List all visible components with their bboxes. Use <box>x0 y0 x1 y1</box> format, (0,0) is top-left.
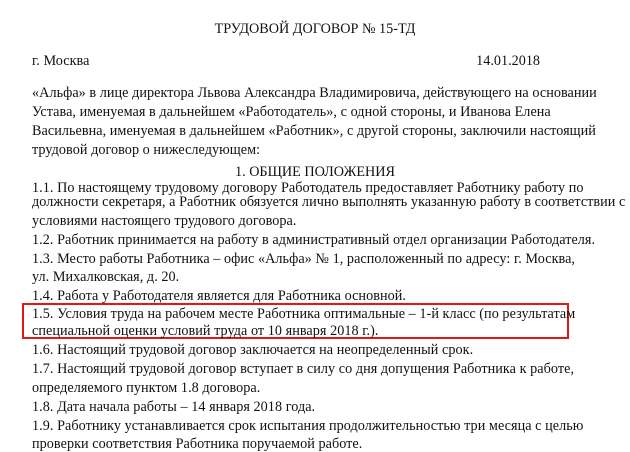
clause-line: 1.3. Место работы Работника – офис «Альфа» № 1, расположенный по адресу: г. Москва, <box>32 251 576 267</box>
clause-line: 1.7. Настоящий трудовой договор вступает в силу со дня допущения Работника к работе, <box>32 361 575 377</box>
clause-line: 1.6. Настоящий трудовой договор заключается на неопределенный срок. <box>32 342 474 358</box>
preamble-line: «Альфа» в лице директора Львова Александра Владимировича, действующего на основании <box>32 85 597 101</box>
clause-line: должности секретаря, а Работник обязуется лично выполнять указанную работу в соответствии с <box>32 194 626 210</box>
city-label: г. Москва <box>32 53 90 69</box>
clause-line: 1.1. По настоящему трудовому договору Работодатель предоставляет Работнику работу по <box>32 180 584 196</box>
clause-line-highlighted: 1.4. Работа у Работодателя является для Работника основной. <box>32 288 406 304</box>
contract-date: 14.01.2018 <box>476 53 540 69</box>
clause-line: проверки соответствия Работника поручаемой работе. <box>32 436 363 452</box>
clause-line: условиями настоящего трудового договора. <box>32 213 297 229</box>
clause-line: специальной оценки условий труда от 10 января 2018 г.). <box>32 323 379 339</box>
document-title: ТРУДОВОЙ ДОГОВОР № 15-ТД <box>214 21 416 37</box>
clause-line: 1.8. Дата начала работы – 14 января 2018 года. <box>32 399 316 415</box>
section-heading: 1. ОБЩИЕ ПОЛОЖЕНИЯ <box>235 164 395 180</box>
clause-line: 1.5. Условия труда на рабочем месте Работника оптимальные – 1-й класс (по результатам <box>32 306 576 322</box>
clause-line: 1.9. Работнику устанавливается срок испытания продолжительностью три месяца с целью <box>32 418 584 434</box>
preamble-line: Устава, именуемая в дальнейшем «Работодатель», с одной стороны, и Иванова Елена <box>32 104 551 120</box>
clause-line: определяемого пунктом 1.8 договора. <box>32 380 261 396</box>
preamble-line: Васильевна, именуемая в дальнейшем «Работник», с другой стороны, заключили настоящий <box>32 123 596 139</box>
clause-line: ул. Михалковская, д. 20. <box>32 269 180 285</box>
clause-line: 1.2. Работник принимается на работу в административный отдел организации Работодателя. <box>32 232 596 248</box>
preamble-line: трудовой договор о нижеследующем: <box>32 142 261 158</box>
